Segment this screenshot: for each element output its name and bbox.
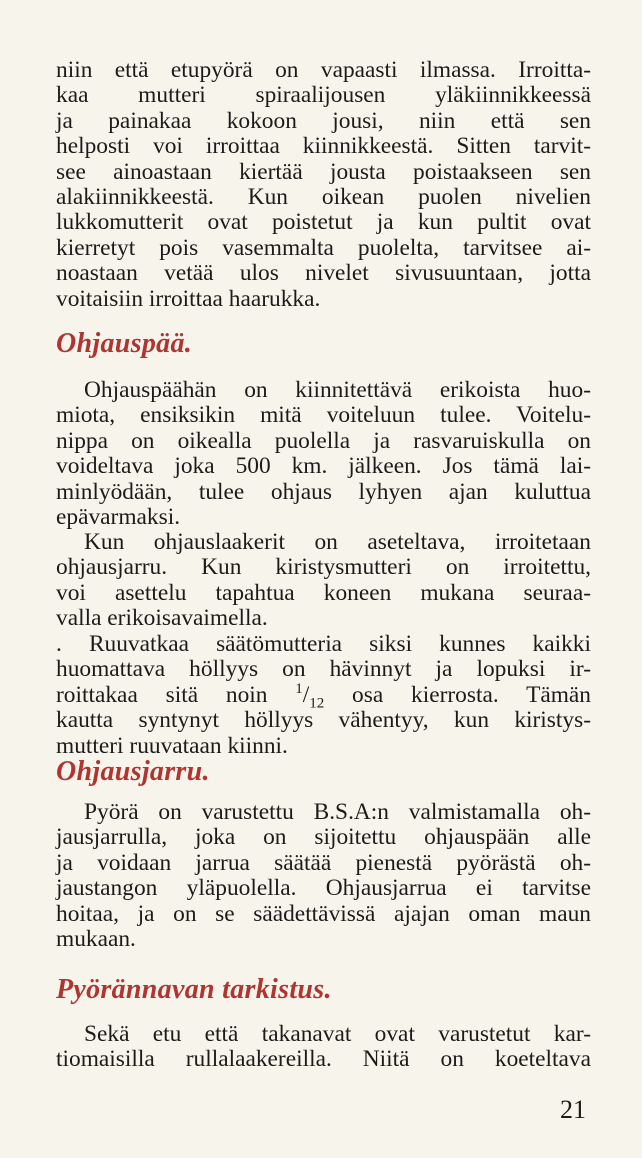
text-fragment: osa kierrosta. Tämän: [324, 681, 592, 708]
text-line: alakiinnikkeestä. Kun oikean puolen nivelien: [56, 184, 591, 211]
text-line: jaustangon yläpuolella. Ohjausjarrua ei tarvitse: [56, 875, 591, 902]
paragraph-fork-removal: [56, 58, 591, 312]
paragraph-hub-check: [56, 1022, 591, 1073]
text-line: kaa mutteri spiraalijousen yläkiinnikkeessä: [56, 82, 591, 109]
text-line: ja voidaan jarrua säätää pienestä pyörästä oh-: [56, 849, 591, 876]
text-line: miota, ensiksikin mitä voiteluun tulee. Voitelu-: [56, 402, 591, 429]
text-line: voitaisiin irroittaa haarukka.: [56, 285, 321, 312]
text-line: epävarmaksi.: [56, 504, 181, 531]
text-line: valla erikoisavaimella.: [56, 605, 268, 632]
text-line: ohjausjarru. Kun kiristysmutteri on irroitettu,: [56, 554, 591, 581]
fraction-denominator: 12: [309, 695, 325, 712]
text-line: jausjarrulla, joka on sijoitettu ohjauspään alle: [56, 824, 591, 851]
text-line: . Ruuvatkaa säätömutteria siksi kunnes kaikki: [56, 631, 591, 657]
text-fragment: roittakaa sitä noin: [56, 681, 296, 708]
text-line: Ohjauspäähän on kiinnitettävä erikoista huo-: [84, 377, 591, 403]
text-line: hoitaa, ja on se säädettävissä ajajan oman maun: [56, 900, 591, 927]
paragraph-text: [56, 58, 591, 312]
text-line: tiomaisilla rullalaakereilla. Niitä on koeteltava: [56, 1046, 591, 1073]
fraction-slash: /: [302, 681, 310, 708]
text-line: minlyödään, tulee ohjaus lyhyen ajan kuluttua: [56, 478, 591, 505]
paragraph-adjust-nut: [56, 632, 591, 759]
text-line: lukkomutterit ovat poistetut ja kun pultit ovat: [56, 209, 591, 236]
text-line: voideltava joka 500 km. jälkeen. Jos tämä lai-: [56, 453, 591, 480]
text-line: kautta syntynyt höllyys vähentyy, kun kiristys-: [56, 707, 591, 734]
text-line: noastaan vetää ulos nivelet sivusuuntaan, jotta: [56, 260, 591, 287]
text-line: huomattava höllyys on hävinnyt ja lopuksi ir-: [56, 656, 591, 683]
paragraph-steering-head: [56, 378, 591, 530]
paragraph-text: [56, 632, 591, 759]
paragraph-text: [56, 378, 591, 530]
section-heading-ohjausjarru: Ohjausjarru.: [56, 756, 210, 787]
text-line: Sekä etu että takanavat ovat varustetut kar-: [84, 1021, 591, 1047]
text-line: Pyörä on varustettu B.S.A:n valmistamalla oh-: [84, 799, 591, 825]
text-line: nippa on oikealla puolella ja rasvaruiskulla on: [56, 427, 591, 454]
text-line: niin että etupyörä on vapaasti ilmassa. Irroitta-: [56, 57, 591, 83]
text-line: kierretyt pois vasemmalta puolelta, tarvitsee ai-: [56, 234, 591, 261]
text-line: Kun ohjauslaakerit on aseteltava, irroitetaan: [84, 529, 591, 555]
text-line: voi asettelu tapahtua koneen mukana seuraa-: [56, 579, 591, 606]
text-line: see ainoastaan kiertää jousta poistaakseen sen: [56, 158, 591, 185]
paragraph-bearing-adjust: [56, 530, 591, 632]
page-number: 21: [560, 1095, 586, 1124]
paragraph-text: [56, 800, 591, 952]
text-line-with-fraction: [56, 681, 592, 712]
fraction-numerator: 1: [295, 681, 303, 698]
section-heading-ohjauspaa: Ohjauspää.: [56, 328, 193, 359]
text-line: mutteri ruuvataan kiinni.: [56, 732, 288, 759]
text-line: ja painakaa kokoon jousi, niin että sen: [56, 107, 591, 134]
paragraph-text: [56, 1022, 591, 1073]
section-heading-pyorannavan-tarkistus: Pyörännavan tarkistus.: [56, 974, 332, 1005]
text-line: mukaan.: [56, 926, 136, 953]
paragraph-steering-damper: [56, 800, 591, 952]
text-line: helposti voi irroittaa kiinnikkeestä. Sitten tarvit-: [56, 133, 591, 160]
paragraph-text: [56, 530, 591, 632]
